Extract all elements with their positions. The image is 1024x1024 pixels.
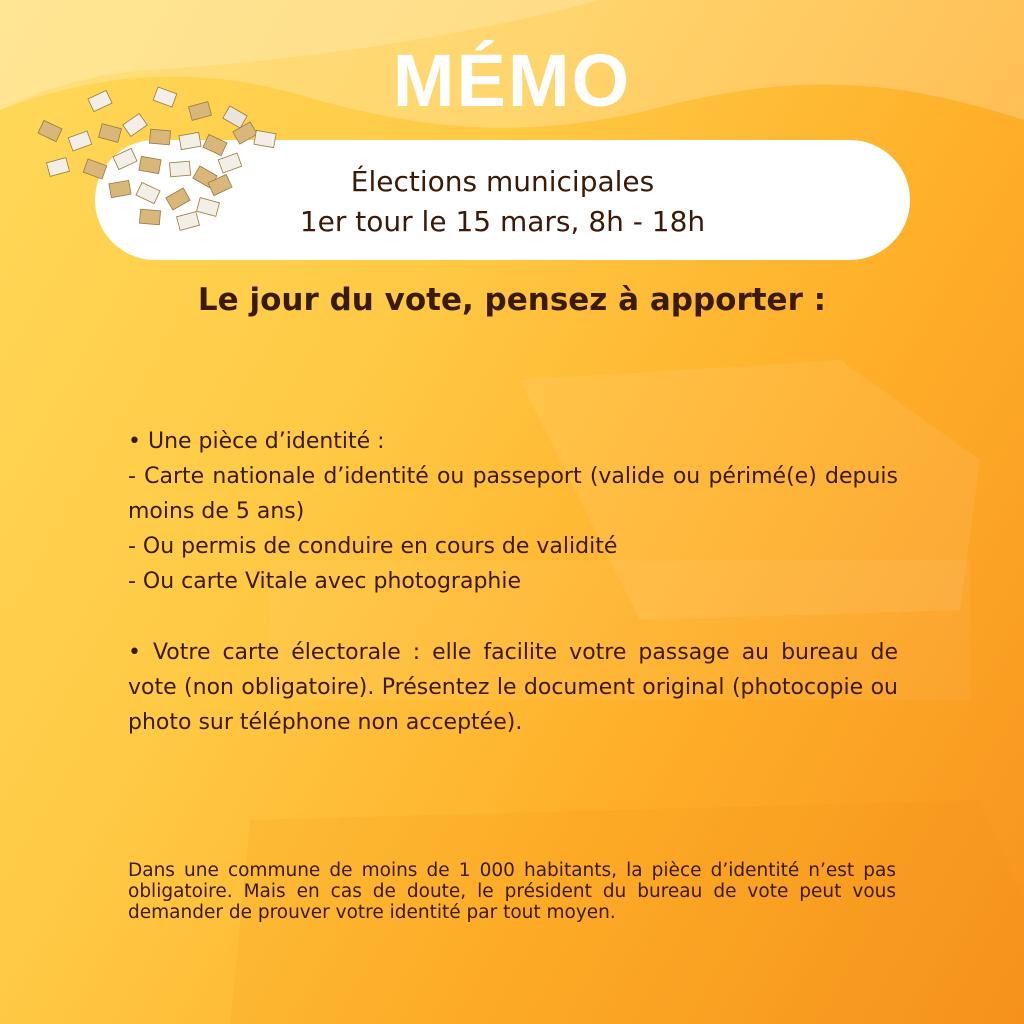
page-title: MÉMO <box>392 39 632 122</box>
footnote: Dans une commune de moins de 1 000 habitants, la pièce d’identité n’est pas obligatoire. Mais en cas de doute, le président du bureau de vote peut vous demander de prouver votre identité par tout moyen. <box>128 860 896 923</box>
spacer <box>128 599 898 635</box>
voter-card-item: • Votre carte électorale : elle facilite votre passage au bureau de vote (non obligatoire). Présentez le document original (photocopie ou photo sur téléphone non acceptée). <box>128 640 898 735</box>
id-option-driving-licence: - Ou permis de conduire en cours de validité <box>128 534 618 559</box>
banner-election-date: 1er tour le 15 mars, 8h - 18h <box>299 205 706 238</box>
id-option-card-passport: - Carte nationale d’identité ou passeport (valide ou périmé(e) depuis moins de 5 ans) <box>128 464 898 524</box>
envelopes-icon <box>30 82 300 232</box>
id-option-vitale-card: - Ou carte Vitale avec photographie <box>128 569 522 594</box>
checklist <box>128 424 898 740</box>
id-heading: • Une pièce d’identité : <box>128 429 385 454</box>
banner-election-name: Élections municipales <box>350 165 655 198</box>
section-heading: Le jour du vote, pensez à apporter : <box>197 282 827 318</box>
